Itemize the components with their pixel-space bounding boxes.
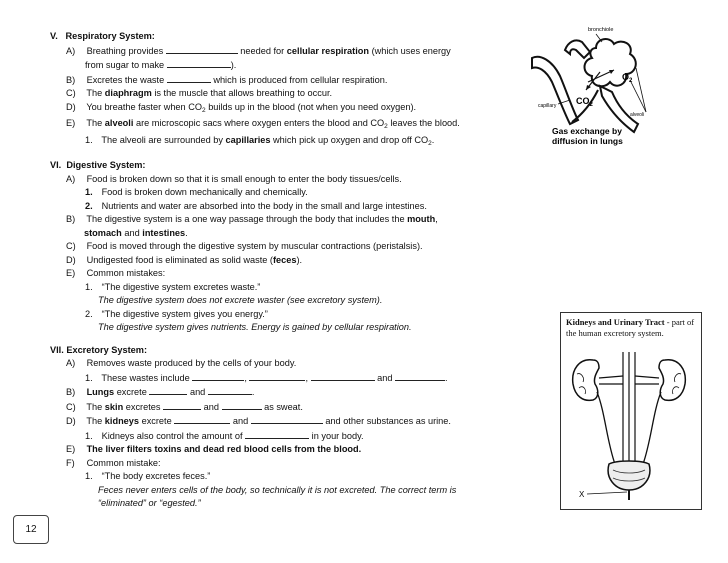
item-text: and [232, 416, 249, 426]
keyword: capillaries [225, 134, 271, 145]
item-text: Common mistake: [86, 457, 161, 468]
item-number: 1. [85, 430, 93, 441]
section-title-respiratory: V. Respiratory System: [50, 31, 155, 41]
item-text: Kidneys also control the amount of [101, 430, 243, 441]
item-text: are microscopic sacs where oxygen enters the blood and CO [135, 118, 385, 128]
subscript: 2 [384, 123, 388, 130]
item-text: The [86, 88, 103, 98]
section-title-digestive: VI. Digestive System: [50, 160, 146, 170]
subscript: 2 [202, 106, 206, 114]
subscript: 2 [428, 139, 432, 147]
item-text: needed for [240, 45, 285, 56]
digestive-item-d [50, 254, 530, 268]
digestive-item-c [50, 240, 530, 254]
label-alveoli: alveoli [630, 112, 645, 118]
item-label: C) [66, 241, 76, 251]
item-text: The [86, 416, 103, 426]
section-title-excretory: VII. Excretory System: [50, 344, 148, 355]
item-text: “The body excretes feces.” [101, 471, 211, 481]
item-label: F) [66, 457, 75, 468]
item-label: C) [66, 401, 76, 412]
item-label: E) [66, 268, 76, 278]
digestive-note-1: The digestive system does not excrete waster (see excretory system). [98, 295, 383, 305]
item-number: 1. [85, 372, 93, 383]
item-text: The digestive system is a one way passage through the body that includes the [86, 214, 405, 224]
item-text: and [203, 401, 219, 412]
respiratory-item-e [50, 117, 530, 134]
digestive-item-a2 [50, 200, 530, 214]
item-text: from sugar to make [85, 60, 165, 70]
item-text: leaves the blood. [390, 118, 460, 128]
label-bronchiole: bronchiole [588, 27, 614, 33]
left-kidney [573, 360, 599, 401]
keyword: cellular respiration [286, 45, 370, 56]
fill-blank [174, 414, 230, 424]
item-text: builds up in the blood (not when you need oxygen). [208, 101, 417, 112]
item-text: and [189, 387, 206, 397]
item-text: These wastes include [101, 372, 190, 383]
fill-blank [208, 385, 252, 395]
label-o2-sub: 2 [629, 78, 633, 84]
item-label: B) [66, 387, 76, 397]
fill-blank [395, 371, 445, 381]
item-text: Food is broken down mechanically and chemically. [101, 187, 308, 197]
keyword: skin [104, 401, 124, 412]
item-text: Nutrients and water are absorbed into the body in the small and large intestines. [101, 200, 427, 211]
respiratory-item-d [50, 101, 530, 118]
capillary-left [532, 57, 578, 124]
label-co2-sub: 2 [589, 102, 593, 108]
item-label: B) [66, 214, 76, 224]
item-text: Removes waste produced by the cells of your body. [86, 358, 297, 368]
notes-content [50, 30, 530, 511]
item-text: The [86, 401, 103, 412]
respiratory-item-b [50, 73, 530, 88]
item-text: ). [230, 60, 237, 70]
item-number: 2. [85, 308, 93, 319]
item-text: and [377, 372, 393, 383]
item-label: D) [66, 101, 76, 112]
fill-blank [149, 385, 187, 395]
fill-blank [251, 414, 323, 424]
fill-blank [167, 73, 211, 83]
respiratory-item-e1 [50, 134, 530, 151]
item-text: which pick up oxygen and drop off CO [273, 134, 429, 145]
item-text: . [431, 134, 435, 145]
item-text: Breathing provides [86, 45, 164, 56]
keyword: stomach [84, 227, 122, 238]
digestive-item-e2 [50, 308, 530, 322]
excretory-item-a [50, 357, 530, 371]
item-text: is the muscle that allows breathing to occur. [154, 88, 333, 98]
fill-blank [166, 44, 238, 54]
keyword: feces [272, 254, 297, 265]
digestive-note-2: The digestive system gives nutrients. Energy is gained by cellular respiration. [98, 322, 412, 332]
excretory-note-1: Feces never enters cells of the body, so technically it is not excreted. The correct term is [98, 484, 457, 495]
item-text: and [124, 227, 140, 238]
svg-text:CO2 [576, 96, 594, 108]
digestive-item-e [50, 267, 530, 281]
fill-blank [245, 429, 309, 439]
excretory-item-c [50, 400, 530, 415]
item-text: . [251, 387, 255, 397]
central-vessels [623, 352, 635, 462]
item-text: excretes [125, 401, 161, 412]
respiratory-item-a [50, 44, 530, 59]
item-text: (which uses energy [371, 45, 451, 56]
respiratory-item-c [50, 87, 530, 101]
item-label: A) [66, 45, 76, 56]
kidney-urinary-tract-drawing [565, 352, 693, 502]
fill-blank [192, 371, 244, 381]
item-text: Food is broken down so that it is small enough to enter the body tissues/cells. [86, 173, 402, 184]
item-text: “The digestive system excretes waste.” [101, 281, 261, 292]
item-text: , [244, 372, 247, 383]
item-label: B) [66, 74, 76, 85]
item-text: Undigested food is eliminated as solid waste ( [86, 254, 273, 265]
keyword: intestines [142, 227, 186, 238]
item-label: A) [66, 358, 76, 368]
item-text: . [445, 372, 448, 383]
excretory-item-f1 [50, 470, 530, 484]
keyword: The liver filters toxins and dead red blood cells from the blood. [86, 444, 362, 454]
excretory-item-a1 [50, 371, 530, 386]
bladder [608, 461, 650, 490]
excretory-item-d1 [50, 429, 530, 444]
bronchiole-shape [565, 40, 590, 58]
page-number: 12 [13, 515, 49, 544]
kidney-caption [566, 317, 696, 339]
fill-blank [249, 371, 305, 381]
label-capillary: capillary [538, 103, 557, 109]
item-text: You breathe faster when CO [86, 101, 202, 112]
lungs-gas-exchange-diagram [530, 20, 645, 160]
keyword: kidneys [104, 416, 140, 426]
keyword: mouth [407, 214, 436, 224]
item-number: 1. [85, 471, 93, 481]
fill-blank [311, 371, 375, 381]
keyword: alveoli [104, 118, 134, 128]
item-text: , [305, 372, 308, 383]
digestive-item-b-cont [50, 227, 530, 241]
item-number: 1. [85, 281, 93, 292]
item-text: “The digestive system gives you energy.” [101, 308, 268, 319]
item-label: E) [66, 118, 76, 128]
digestive-item-a1 [50, 186, 530, 200]
respiratory-item-a-cont [50, 58, 530, 73]
excretory-item-e [50, 443, 530, 457]
digestive-item-a [50, 173, 530, 187]
item-text: excrete [141, 416, 172, 426]
item-label: E) [66, 444, 76, 454]
item-text: The [86, 118, 103, 128]
x-pointer [587, 492, 627, 494]
item-text: in your body. [311, 430, 364, 441]
item-text: excrete [116, 387, 147, 397]
digestive-item-b [50, 213, 530, 227]
keyword: Lungs [86, 387, 115, 397]
label-o2: O [622, 72, 630, 82]
label-x: X [579, 490, 585, 499]
item-text: The alveoli are surrounded by [101, 134, 223, 145]
excretory-note-2: “eliminated” or “egested.” [98, 498, 201, 508]
fill-blank [163, 400, 201, 410]
item-label: C) [66, 88, 76, 98]
kidney-caption-subtitle: - part of the human excretory system. [566, 317, 695, 338]
lungs-caption-1: Gas exchange by [552, 126, 622, 136]
excretory-item-f [50, 457, 530, 471]
item-text: which is produced from cellular respiration. [213, 74, 388, 85]
keyword: diaphragm [104, 88, 152, 98]
fill-blank [222, 400, 262, 410]
item-label: D) [66, 416, 76, 426]
right-kidney [659, 360, 685, 401]
excretory-item-b [50, 385, 530, 400]
item-text: Excretes the waste [86, 74, 165, 85]
excretory-item-d [50, 414, 530, 429]
item-label: A) [66, 173, 76, 184]
label-co2: CO [576, 96, 590, 106]
item-number: 1. [85, 187, 93, 197]
item-text: . [185, 227, 188, 238]
fill-blank [167, 58, 231, 68]
item-text: and other substances as urine. [325, 416, 451, 426]
item-text: as sweat. [264, 401, 303, 412]
kidney-caption-title: Kidneys and Urinary Tract [566, 317, 665, 327]
lungs-caption-2: diffusion in lungs [552, 136, 623, 146]
item-text: , [435, 214, 438, 224]
item-text: ). [296, 254, 303, 265]
item-text: Food is moved through the digestive system by muscular contractions (peristalsis). [86, 241, 423, 251]
digestive-item-e1 [50, 281, 530, 295]
item-number: 2. [85, 200, 93, 211]
item-number: 1. [85, 134, 93, 145]
item-label: D) [66, 254, 76, 265]
item-text: Common mistakes: [86, 268, 166, 278]
